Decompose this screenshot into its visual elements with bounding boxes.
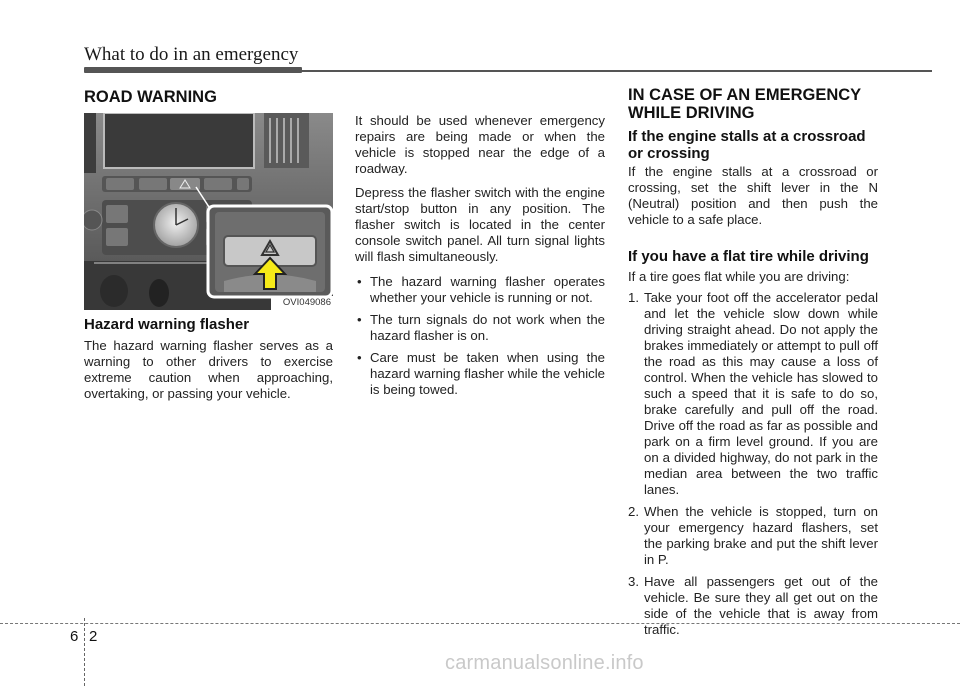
step-item xyxy=(628,504,878,568)
header-rule xyxy=(302,70,932,72)
paragraph: The hazard warning flasher serves as a warning to other drivers to exercise extreme caution when approaching, overtaking, or passing your vehicle. xyxy=(84,338,333,401)
paragraph: It should be used whenever emergency repairs are being made or when the vehicle is stopped near the edge of a roadway. xyxy=(355,113,605,176)
hazard-flasher-description xyxy=(84,338,333,410)
paragraph: If a tire goes flat while you are driving: xyxy=(628,269,850,284)
section-title-road-warning: ROAD WARNING xyxy=(84,88,217,106)
page-number: 2 xyxy=(89,628,98,645)
list-item: • The turn signals do not work when the hazard flasher is on. xyxy=(355,312,605,344)
subtitle-line: If the engine stalls at a crossroad xyxy=(628,128,866,145)
step-number: 3. xyxy=(628,574,639,589)
step-item xyxy=(628,290,878,498)
hazard-button-illustration xyxy=(84,113,333,310)
list-item: • Care must be taken when using the hazard warning flasher while the vehicle is being towed. xyxy=(355,350,605,398)
paragraph: If the engine stalls at a crossroad or crossing, set the shift lever in the N (Neutral) position and then push the vehicle to a safe place. xyxy=(628,164,878,227)
step-text: Take your foot off the accelerator pedal and let the vehicle slow down while driving straight ahead. Do not apply the brakes immediately or attempt to pull off the road as this may cause a loss of control. When the vehicle has slowed to such a speed that it is safe to do so, brake carefully and pull off the road. Drive off the road as far as possible and park on a firm level ground. If you are on a divided highway, do not park in the median area between the two traffic lanes. xyxy=(644,290,878,497)
list-item: • The hazard warning flasher operates whether your vehicle is running or not. xyxy=(355,274,605,306)
section-title-emergency-while-driving xyxy=(628,86,861,122)
subtitle-engine-stalls xyxy=(628,128,866,162)
image-caption: OVI049086 xyxy=(271,296,333,310)
watermark: carmanualsonline.info xyxy=(445,652,644,674)
step-number: 2. xyxy=(628,504,639,519)
subtitle-hazard-warning-flasher: Hazard warning flasher xyxy=(84,316,250,333)
flat-tire-text xyxy=(628,269,878,644)
section-title-line: IN CASE OF AN EMERGENCY xyxy=(628,86,862,104)
hazard-notes-list xyxy=(355,274,605,398)
page-header-title: What to do in an emergency xyxy=(84,44,299,65)
header-bar xyxy=(84,67,302,73)
dashboard-photo xyxy=(84,113,333,310)
chapter-number: 6 xyxy=(70,628,79,645)
flat-tire-steps xyxy=(628,290,878,638)
subtitle-flat-tire: If you have a flat tire while driving xyxy=(628,248,869,265)
footer-rule xyxy=(0,623,960,624)
step-text: When the vehicle is stopped, turn on your emergency hazard flashers, set the parking brake and put the shift lever in P. xyxy=(644,504,878,567)
middle-column-text xyxy=(355,113,605,404)
step-item xyxy=(628,574,878,638)
step-number: 1. xyxy=(628,290,639,305)
subtitle-line: or crossing xyxy=(628,145,710,162)
section-title-line: WHILE DRIVING xyxy=(628,104,755,122)
engine-stalls-text xyxy=(628,164,878,236)
paragraph: Depress the flasher switch with the engine start/stop button in any position. The flasher switch is located in the center console switch panel. All turn signal lights will flash simultaneously. xyxy=(355,185,605,264)
step-text: Have all passengers get out of the vehicle. Be sure they all get out on the side of the vehicle that is away from traffic. xyxy=(644,574,878,637)
footer-divider xyxy=(84,618,85,686)
